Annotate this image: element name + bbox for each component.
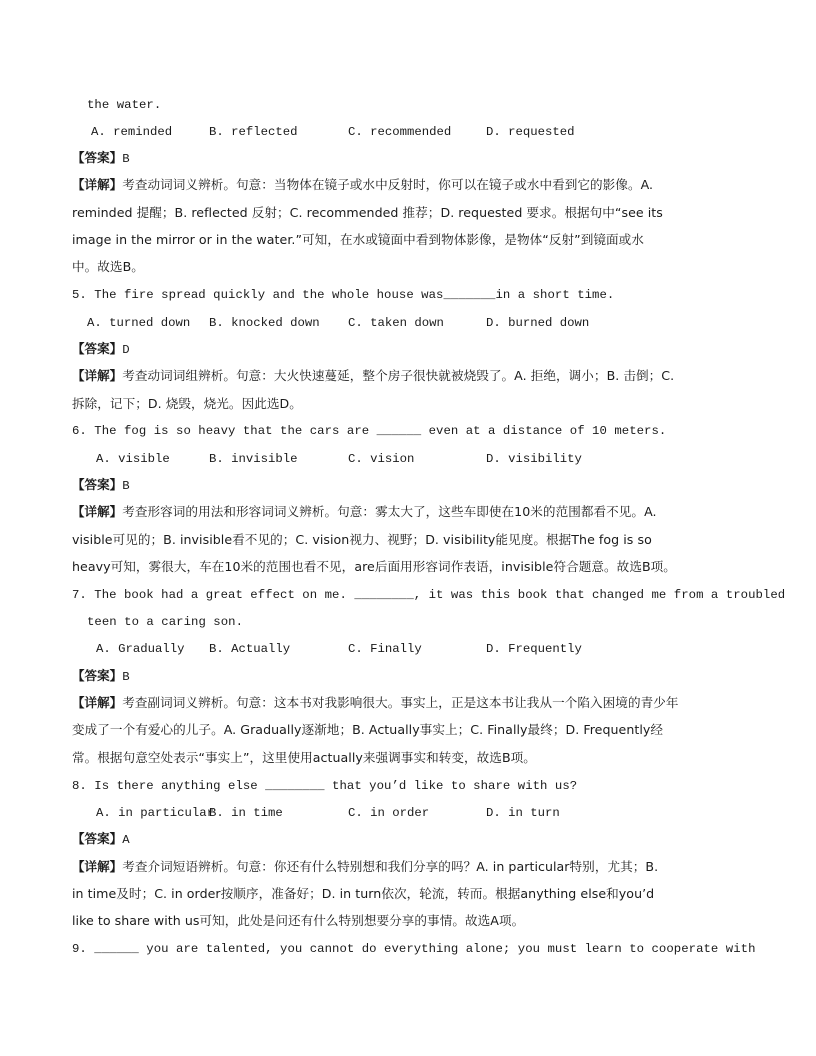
q4-answer xyxy=(72,150,756,167)
q7-option-c: C. Finally xyxy=(348,642,422,656)
detail-label: 【详解】 xyxy=(72,859,123,874)
q5-stem: 5. The fire spread quickly and the whole house was_______in a short time. xyxy=(72,288,615,302)
q6-option-b: B. invisible xyxy=(209,452,298,466)
q4-option-a: A. reminded xyxy=(91,125,173,139)
detail-label: 【详解】 xyxy=(72,368,123,383)
q7-detail-line-1: 【详解】考查副词词义辨析。句意：这本书对我影响很大。事实上，正是这本书让我从一个陷入困境的青少年 xyxy=(72,695,679,710)
q7-answer xyxy=(72,668,756,685)
detail-label: 【详解】 xyxy=(72,695,123,710)
q8-detail-line-3: like to share with us可知，此处是问还有什么特别想要分享的事情。故选A项。 xyxy=(72,913,525,928)
q6-detail-line-1: 【详解】考查形容词的用法和形容词词义辨析。句意：雾太大了，这些车即使在10米的范围都看不见。A. xyxy=(72,504,657,519)
q4-option-d: D. requested xyxy=(486,125,575,139)
q5-detail-line-1: 【详解】考查动词词组辨析。句意：大火快速蔓延，整个房子很快就被烧毁了。A. 拒绝，调小；B. 击倒；C. xyxy=(72,368,675,383)
q5-option-c: C. taken down xyxy=(348,316,444,330)
q4-detail-line-1: 【详解】考查动词词义辨析。句意：当物体在镜子或水中反射时，你可以在镜子或水中看到它的影像。A. xyxy=(72,177,654,192)
answer-label: 【答案】 xyxy=(72,477,123,492)
q6-detail-line-3: heavy可知，雾很大，车在10米的范围也看不见，are后面用形容词作表语，invisible符合题意。故选B项。 xyxy=(72,559,676,574)
q9-stem: 9. ______ you are talented, you cannot do everything alone; you must learn to cooperate with xyxy=(72,942,756,956)
answer-label: 【答案】 xyxy=(72,831,123,846)
q4-stem-continuation: the water. xyxy=(87,98,162,112)
answer-label: 【答案】 xyxy=(72,341,123,356)
q7-option-a: A. Gradually xyxy=(96,642,185,656)
answer-value: B xyxy=(122,479,130,493)
q7-detail-line-2: 变成了一个有爱心的儿子。A. Gradually逐渐地；B. Actually事实上；C. Finally最终；D. Frequently经 xyxy=(72,722,664,737)
q8-option-a: A. in particular xyxy=(96,806,215,820)
answer-value: B xyxy=(122,670,130,684)
q6-answer xyxy=(72,477,756,494)
q6-option-c: C. vision xyxy=(348,452,415,466)
answer-label: 【答案】 xyxy=(72,668,123,683)
q5-detail-line-2: 拆除，记下；D. 烧毁，烧光。因此选D。 xyxy=(72,396,302,411)
q4-detail-line-2: reminded 提醒；B. reflected 反射；C. recommended 推荐；D. requested 要求。根据句中“see its xyxy=(72,205,663,220)
q7-option-b: B. Actually xyxy=(209,642,291,656)
q6-stem: 6. The fog is so heavy that the cars are ______ even at a distance of 10 meters. xyxy=(72,424,667,438)
q4-option-c: C. recommended xyxy=(348,125,452,139)
answer-value: D xyxy=(122,343,130,357)
q5-option-a: A. turned down xyxy=(87,316,191,330)
q6-option-d: D. visibility xyxy=(486,452,582,466)
q8-stem: 8. Is there anything else ________ that you’d like to share with us? xyxy=(72,779,578,793)
q8-option-c: C. in order xyxy=(348,806,430,820)
q4-option-b: B. reflected xyxy=(209,125,298,139)
answer-value: B xyxy=(122,152,130,166)
answer-value: A xyxy=(122,833,130,847)
q7-detail-line-3: 常。根据句意空处表示“事实上”，这里使用actually来强调事实和转变，故选B项。 xyxy=(72,750,536,765)
q7-option-d: D. Frequently xyxy=(486,642,582,656)
q7-stem-line-1: 7. The book had a great effect on me. ________, it was this book that changed me from a troubled xyxy=(72,588,786,602)
q7-stem-line-2: teen to a caring son. xyxy=(87,615,244,629)
q6-option-a: A. visible xyxy=(96,452,170,466)
q5-answer xyxy=(72,341,756,358)
q8-detail-line-1: 【详解】考查介词短语辨析。句意：你还有什么特别想和我们分享的吗？A. in particular特别，尤其；B. xyxy=(72,859,659,874)
q4-detail-line-4: 中。故选B。 xyxy=(72,259,144,274)
q8-answer xyxy=(72,831,756,848)
detail-label: 【详解】 xyxy=(72,504,123,519)
q8-option-d: D. in turn xyxy=(486,806,560,820)
q5-option-d: D. burned down xyxy=(486,316,590,330)
q5-option-b: B. knocked down xyxy=(209,316,320,330)
detail-label: 【详解】 xyxy=(72,177,123,192)
answer-label: 【答案】 xyxy=(72,150,123,165)
q8-detail-line-2: in time及时；C. in order按顺序，准备好；D. in turn依次，轮流，转而。根据anything else和you’d xyxy=(72,886,655,901)
q6-detail-line-2: visible可见的；B. invisible看不见的；C. vision视力、视野；D. visibility能见度。根据The fog is so xyxy=(72,532,652,547)
q8-option-b: B. in time xyxy=(209,806,283,820)
q4-detail-line-3: image in the mirror or in the water.”可知，在水或镜面中看到物体影像，是物体“反射”到镜面或水 xyxy=(72,232,644,247)
